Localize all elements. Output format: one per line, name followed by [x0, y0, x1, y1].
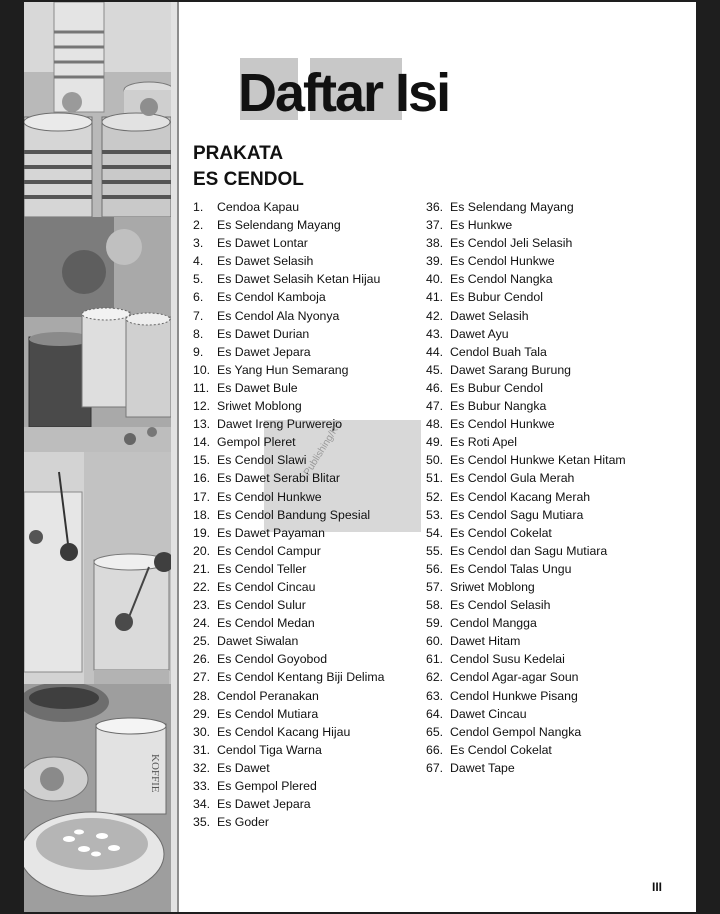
toc-entry-number: 5.: [193, 272, 204, 287]
toc-entry[interactable]: [193, 288, 433, 306]
toc-entry[interactable]: [426, 415, 686, 433]
toc-entry[interactable]: [193, 433, 433, 451]
toc-entry-label: Es Cendol Talas Ungu: [450, 561, 572, 576]
toc-entry[interactable]: [193, 488, 433, 506]
toc-entry-label: Es Cendol Cincau: [217, 579, 316, 594]
toc-entry[interactable]: [426, 288, 686, 306]
toc-entry-number: 57.: [426, 579, 444, 594]
page-number: III: [652, 880, 663, 894]
toc-entry-number: 49.: [426, 435, 444, 450]
toc-entry-number: 36.: [426, 200, 444, 214]
toc-entry[interactable]: [426, 614, 686, 632]
toc-entry[interactable]: [426, 216, 686, 234]
toc-entry-label: Es Bubur Nangka: [450, 399, 547, 414]
heading-section: ES CENDOL: [193, 169, 304, 190]
toc-entry-number: 56.: [426, 561, 444, 576]
toc-entry-label: Es Cendol Gula Merah: [450, 471, 575, 486]
toc-entry[interactable]: [193, 270, 433, 288]
toc-entry-number: 61.: [426, 652, 444, 667]
toc-entry[interactable]: [426, 198, 686, 216]
toc-entry-label: Es Dawet Jepara: [217, 344, 311, 359]
book-page: [24, 2, 696, 912]
toc-entry-label: Es Cendol Jeli Selasih: [450, 236, 573, 251]
toc-entry[interactable]: [426, 687, 686, 705]
toc-entry-label: Es Cendol Slawi: [217, 453, 307, 468]
toc-entry[interactable]: [193, 795, 433, 813]
toc-entry[interactable]: [426, 451, 686, 469]
toc-entry-number: 40.: [426, 272, 444, 287]
toc-entry-label: Es Selendang Mayang: [450, 200, 574, 214]
toc-entry-label: Sriwet Moblong: [217, 399, 302, 414]
toc-entry[interactable]: [193, 307, 433, 325]
toc-entry-label: Es Cendol Kacang Hijau: [217, 724, 351, 739]
toc-entry[interactable]: [193, 668, 433, 686]
toc-entry[interactable]: [426, 741, 686, 759]
toc-entry-label: Es Cendol Teller: [217, 561, 307, 576]
toc-entry-label: Cendol Gempol Nangka: [450, 724, 582, 739]
toc-entry-label: Es Dawet Durian: [217, 326, 310, 341]
toc-entry-label: Es Cendol Hunkwe: [450, 417, 555, 432]
toc-entry[interactable]: [426, 469, 686, 487]
toc-entry-label: Es Cendol Kacang Merah: [450, 489, 591, 504]
toc-entry-label: Es Dawet Jepara: [217, 797, 311, 812]
toc-entry[interactable]: [193, 578, 433, 596]
toc-entry-number: 21.: [193, 561, 211, 576]
toc-entry[interactable]: [193, 469, 433, 487]
toc-entry-number: 45.: [426, 362, 444, 377]
toc-entry-label: Es Dawet Lontar: [217, 236, 308, 251]
toc-entry[interactable]: [193, 705, 433, 723]
toc-entry-number: 3.: [193, 236, 204, 251]
toc-entry-number: 2.: [193, 218, 204, 233]
strip-edge: [177, 2, 179, 912]
toc-entry-number: 4.: [193, 254, 204, 269]
toc-entry-number: 43.: [426, 326, 444, 341]
toc-entry-label: Es Cendol Cokelat: [450, 525, 552, 540]
toc-entry[interactable]: [193, 451, 433, 469]
toc-entry-label: Dawet Cincau: [450, 706, 527, 721]
toc-entry-label: Es Dawet Bule: [217, 380, 298, 395]
toc-entry[interactable]: [193, 741, 433, 759]
toc-entry[interactable]: [426, 560, 686, 578]
toc-entry-label: Cendol Agar-agar Soun: [450, 670, 579, 685]
toc-entry-number: 30.: [193, 724, 211, 739]
toc-entry-number: 47.: [426, 399, 444, 414]
toc-entry[interactable]: [426, 705, 686, 723]
toc-entry-label: Es Cendol Sagu Mutiara: [450, 507, 584, 522]
toc-entry-number: 51.: [426, 471, 444, 486]
toc-entry-number: 41.: [426, 290, 444, 305]
toc-entry-number: 58.: [426, 598, 444, 613]
toc-entry-number: 8.: [193, 326, 204, 341]
toc-entry-label: Es Cendol Hunkwe: [217, 489, 322, 504]
toc-entry-label: Es Cendol Hunkwe Ketan Hitam: [450, 453, 626, 468]
toc-entry[interactable]: [193, 524, 433, 542]
toc-entry[interactable]: [426, 632, 686, 650]
toc-entry-label: Cendoa Kapau: [217, 200, 300, 214]
toc-entry-number: 34.: [193, 797, 211, 812]
toc-entry-label: Dawet Siwalan: [217, 634, 299, 649]
toc-entry-number: 16.: [193, 471, 211, 486]
toc-entry-label: Cendol Peranakan: [217, 688, 319, 703]
toc-entry-label: Es Cendol dan Sagu Mutiara: [450, 543, 608, 558]
toc-entry-number: 18.: [193, 507, 211, 522]
toc-entry-label: Es Cendol Nangka: [450, 272, 553, 287]
page-title: Daftar Isi: [238, 63, 450, 123]
toc-entry-number: 39.: [426, 254, 444, 269]
toc-entry[interactable]: [193, 614, 433, 632]
toc-entry-number: 6.: [193, 290, 204, 305]
toc-entry[interactable]: [193, 397, 433, 415]
toc-entry-label: Es Cendol Hunkwe: [450, 254, 555, 269]
toc-entry[interactable]: [193, 813, 433, 831]
toc-entry-label: Es Bubur Cendol: [450, 290, 543, 305]
toc-entry-number: 67.: [426, 760, 444, 775]
toc-entry-number: 12.: [193, 399, 211, 414]
toc-entry-number: 17.: [193, 489, 211, 504]
toc-entry[interactable]: [193, 723, 433, 741]
toc-entry-label: Es Hunkwe: [450, 218, 513, 233]
toc-entry-label: Es Cendol Campur: [217, 543, 321, 558]
toc-entry-label: Cendol Susu Kedelai: [450, 652, 565, 667]
toc-entry-label: Es Cendol Medan: [217, 616, 315, 631]
toc-entry[interactable]: [193, 216, 433, 234]
toc-entry-label: Es Cendol Kamboja: [217, 290, 326, 305]
toc-entry-number: 65.: [426, 724, 444, 739]
toc-entry-label: Dawet Hitam: [450, 634, 521, 649]
toc-entry[interactable]: [193, 542, 433, 560]
toc-entry-label: Es Dawet Payaman: [217, 525, 325, 540]
toc-entry-label: Dawet Sarang Burung: [450, 362, 571, 377]
toc-entry-number: 20.: [193, 543, 211, 558]
toc-entry[interactable]: [193, 506, 433, 524]
toc-entry-number: 37.: [426, 218, 444, 233]
toc-entry[interactable]: [426, 343, 686, 361]
toc-entry-label: Es Dawet Serabi Blitar: [217, 471, 341, 486]
toc-entry-number: 19.: [193, 525, 211, 540]
toc-entry[interactable]: [426, 578, 686, 596]
photo-salt-rim-glasses: [24, 217, 171, 452]
heading-preface: PRAKATA: [193, 143, 284, 164]
toc-entry-label: Es Goder: [217, 815, 269, 830]
toc-entry[interactable]: [193, 632, 433, 650]
toc-entry-number: 23.: [193, 598, 211, 613]
photo-cherry-glasses: [24, 452, 171, 684]
toc-entry[interactable]: [193, 198, 433, 216]
toc-entry[interactable]: [426, 506, 686, 524]
toc-entry-label: Es Cendol Ala Nyonya: [217, 308, 340, 323]
toc-entry[interactable]: [426, 759, 686, 777]
toc-entry[interactable]: [426, 542, 686, 560]
toc-entry[interactable]: [193, 759, 433, 777]
toc-entry[interactable]: [426, 488, 686, 506]
toc-entry-number: 11.: [193, 380, 210, 395]
toc-entry[interactable]: [426, 397, 686, 415]
toc-entry-number: 52.: [426, 489, 444, 504]
toc-entry[interactable]: [426, 723, 686, 741]
toc-entry[interactable]: [426, 270, 686, 288]
toc-entry-label: Cendol Tiga Warna: [217, 742, 322, 757]
toc-entry[interactable]: [193, 252, 433, 270]
toc-entry[interactable]: [193, 343, 433, 361]
toc-entry-number: 25.: [193, 634, 211, 649]
toc-entry-number: 38.: [426, 236, 444, 251]
toc-entry-number: 28.: [193, 688, 211, 703]
toc-entry[interactable]: [193, 379, 433, 397]
photo-striped-glasses: [24, 2, 171, 217]
toc-entry[interactable]: [193, 777, 433, 795]
toc-entry-number: 31.: [193, 742, 211, 757]
toc-entry-label: Es Cendol Sulur: [217, 598, 306, 613]
toc-entry[interactable]: [426, 524, 686, 542]
mug-label: KOFFIE: [149, 754, 161, 793]
toc-entry-label: Es Cendol Selasih: [450, 598, 551, 613]
toc-entry[interactable]: [426, 433, 686, 451]
toc-entry[interactable]: [426, 325, 686, 343]
toc-entry-number: 64.: [426, 706, 444, 721]
toc-entry-number: 22.: [193, 579, 211, 594]
toc-entry-number: 35.: [193, 815, 211, 830]
toc-entry-label: Es Gempol Plered: [217, 779, 317, 793]
toc-entry-number: 60.: [426, 634, 444, 649]
toc-entry-number: 66.: [426, 742, 444, 757]
toc-entry[interactable]: [193, 596, 433, 614]
toc-entry-number: 63.: [426, 688, 444, 703]
toc-column-left: [193, 198, 433, 831]
toc-entry-number: 14.: [193, 435, 211, 450]
toc-entry-label: Gempol Pleret: [217, 435, 296, 450]
toc-entry-label: Es Roti Apel: [450, 435, 517, 450]
toc-entry[interactable]: [426, 668, 686, 686]
toc-entry[interactable]: [193, 234, 433, 252]
toc-entry-label: Dawet Tape: [450, 760, 515, 775]
watermark-text: Publishing/KG: [302, 418, 345, 478]
photo-bowls-and-mug: [24, 684, 171, 912]
toc-entry-number: 29.: [193, 706, 211, 721]
toc-entry-number: 50.: [426, 453, 444, 468]
toc-entry-number: 15.: [193, 453, 211, 468]
toc-entry-number: 13.: [193, 417, 211, 432]
toc-entry[interactable]: [193, 325, 433, 343]
toc-entry-label: Es Dawet Selasih: [217, 254, 314, 269]
toc-entry-label: Es Dawet: [217, 760, 270, 775]
toc-entry-label: Dawet Ayu: [450, 326, 509, 341]
toc-entry-label: Es Cendol Bandung Spesial: [217, 507, 371, 522]
toc-entry-number: 27.: [193, 670, 211, 685]
toc-entry-label: Es Cendol Cokelat: [450, 742, 552, 757]
toc-entry-label: Cendol Mangga: [450, 616, 537, 631]
toc-entry-label: Es Cendol Goyobod: [217, 652, 328, 667]
toc-entry[interactable]: [193, 650, 433, 668]
toc-entry-number: 24.: [193, 616, 211, 631]
toc-entry-label: Es Cendol Mutiara: [217, 706, 319, 721]
toc-entry-number: 59.: [426, 616, 444, 631]
toc-entry-number: 44.: [426, 344, 444, 359]
toc-entry-number: 48.: [426, 417, 444, 432]
toc-entry-label: Es Cendol Kentang Biji Delima: [217, 670, 385, 685]
toc-entry-number: 1.: [193, 200, 204, 214]
toc-entry-number: 33.: [193, 779, 211, 793]
toc-entry[interactable]: [426, 252, 686, 270]
toc-entry-number: 9.: [193, 344, 204, 359]
drink-photo-strip: [24, 2, 171, 912]
toc-entry-number: 62.: [426, 670, 444, 685]
toc-entry-label: Es Bubur Cendol: [450, 380, 543, 395]
toc-entry-number: 10.: [193, 362, 211, 377]
toc-entry[interactable]: [193, 687, 433, 705]
toc-entry-label: Es Dawet Selasih Ketan Hijau: [217, 272, 381, 287]
toc-entry[interactable]: [193, 361, 433, 379]
toc-entry[interactable]: [426, 650, 686, 668]
toc-entry[interactable]: [426, 307, 686, 325]
toc-entry-label: Cendol Buah Tala: [450, 344, 547, 359]
toc-entry[interactable]: [426, 361, 686, 379]
toc-entry-label: Cendol Hunkwe Pisang: [450, 688, 578, 703]
toc-entry-label: Es Yang Hun Semarang: [217, 362, 349, 377]
toc-entry-label: Dawet Ireng Purwerejo: [217, 417, 343, 432]
toc-entry-label: Sriwet Moblong: [450, 579, 535, 594]
toc-entry-number: 32.: [193, 760, 211, 775]
toc-column-right: [426, 198, 686, 777]
toc-entry[interactable]: [193, 415, 433, 433]
toc-entry-number: 42.: [426, 308, 444, 323]
toc-entry[interactable]: [193, 560, 433, 578]
toc-entry-label: Es Selendang Mayang: [217, 218, 341, 233]
toc-entry-label: Dawet Selasih: [450, 308, 529, 323]
toc-entry-number: 53.: [426, 507, 444, 522]
toc-entry-number: 26.: [193, 652, 211, 667]
toc-entry-number: 46.: [426, 380, 444, 395]
toc-entry-number: 7.: [193, 308, 204, 323]
toc-entry[interactable]: [426, 379, 686, 397]
toc-entry[interactable]: [426, 596, 686, 614]
toc-entry-number: 54.: [426, 525, 444, 540]
toc-entry[interactable]: [426, 234, 686, 252]
toc-entry-number: 55.: [426, 543, 444, 558]
